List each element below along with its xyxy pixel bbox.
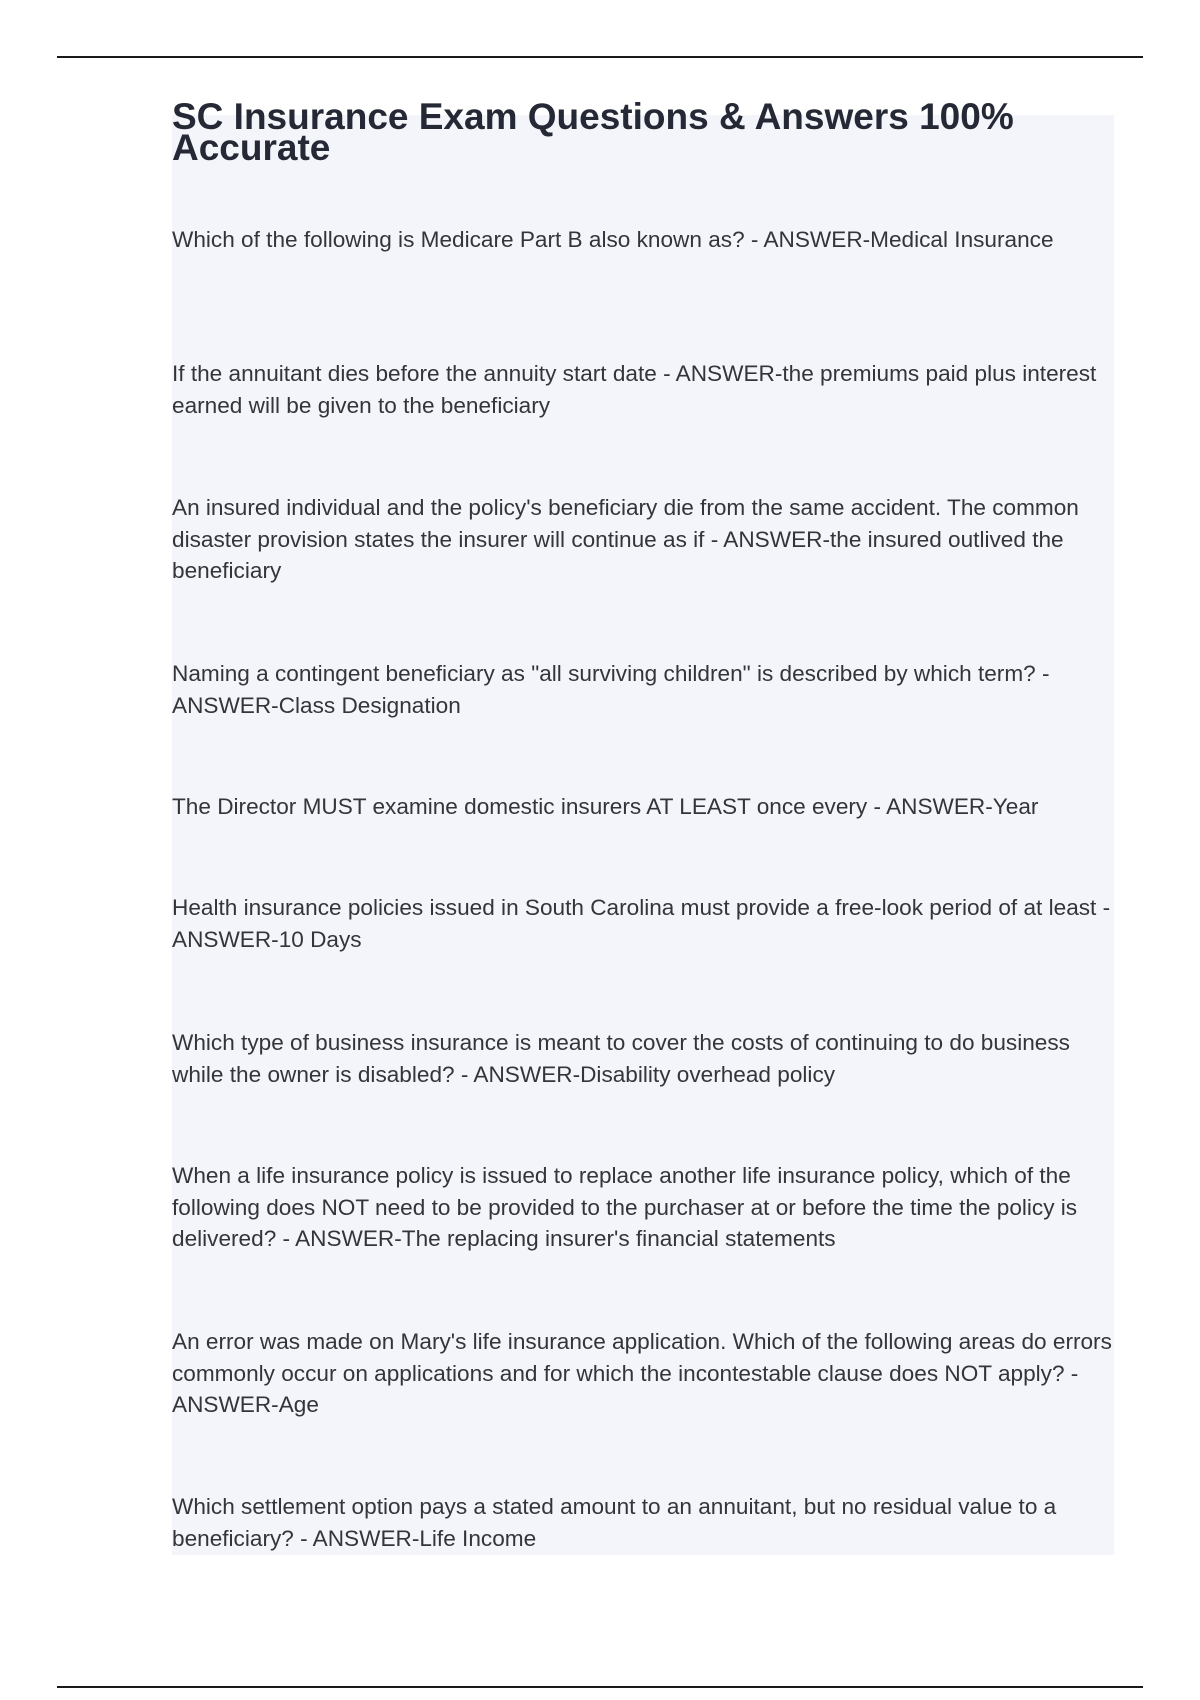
qa-item-8: When a life insurance policy is issued to replace another life insurance policy, which of the following does NOT need to be provided to the purchaser at or before the time the policy is delivered? - ANSWER-The replacing insurer's financial statements [172,1163,1078,1251]
qa-item-3: An insured individual and the policy's beneficiary die from the same accident. The common disaster provision states the insurer will continue as if - ANSWER-the insured outlived the beneficiary [172,495,1079,583]
bottom-divider [57,1686,1143,1688]
qa-item-9: An error was made on Mary's life insurance application. Which of the following areas do errors commonly occur on applications and for which the incontestable clause does NOT apply? - ANSWER-Age [172,1329,1112,1417]
top-divider [57,56,1143,58]
qa-item-4: Naming a contingent beneficiary as "all surviving children" is described by which term? - ANSWER-Class Designation [172,661,1050,718]
qa-item-5: The Director MUST examine domestic insurers AT LEAST once every - ANSWER-Year [172,794,1039,819]
qa-item-7: Which type of business insurance is meant to cover the costs of continuing to do business while the owner is disabled? - ANSWER-Disability overhead policy [172,1030,1070,1087]
qa-item-2: If the annuitant dies before the annuity start date - ANSWER-the premiums paid plus interest earned will be given to the beneficiary [172,361,1097,418]
qa-item-6: Health insurance policies issued in South Carolina must provide a free-look period of at least - ANSWER-10 Days [172,895,1111,952]
qa-item-10: Which settlement option pays a stated amount to an annuitant, but no residual value to a beneficiary? - ANSWER-Life Income [172,1494,1057,1551]
qa-item-1: Which of the following is Medicare Part B also known as? - ANSWER-Medical Insurance [172,227,1054,252]
document-title: SC Insurance Exam Questions & Answers 100% Accurate [172,96,1014,168]
